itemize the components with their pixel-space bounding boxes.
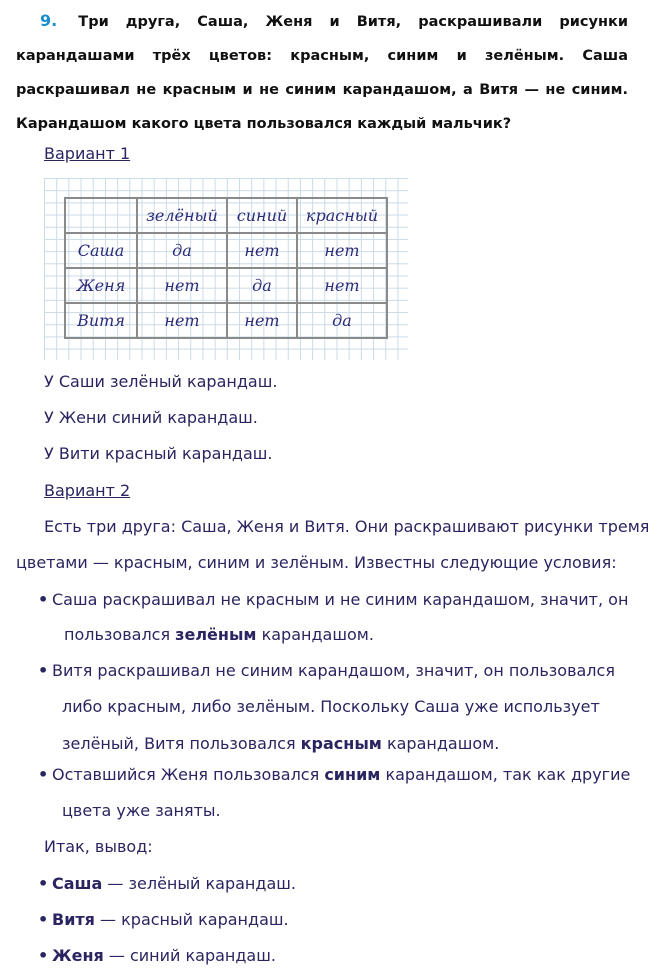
list-item: • Саша раскрашивал не красным и не синим карандашом, значит, он [52, 590, 628, 609]
intro-line: Есть три друга: Саша, Женя и Витя. Они раскрашивают рисунки тремя [44, 517, 650, 536]
table-row-label: Саша [65, 233, 137, 268]
list-item-continuation: пользовался зелёным карандашом. [64, 625, 374, 644]
table-row [65, 233, 387, 268]
table-row [65, 303, 387, 338]
table-cell: нет [297, 268, 387, 303]
table-cell: да [227, 268, 297, 303]
table-row [65, 268, 387, 303]
conclusion-label: Итак, вывод: [44, 837, 153, 856]
variant-1-title: Вариант 1 [44, 144, 131, 163]
table-row [65, 198, 387, 233]
table-cell: нет [227, 303, 297, 338]
table-cell: да [137, 233, 227, 268]
table-cell [65, 198, 137, 233]
emphasis: зелёным [175, 625, 257, 644]
intro-line: цветами — красным, синим и зелёным. Известны следующие условия: [16, 553, 617, 572]
table-row-label: Женя [65, 268, 137, 303]
emphasis: красным [300, 734, 382, 753]
problem-text: Три друга, Саша, Женя и Витя, раскрашивали рисунки карандашами трёх цветов: красным, синим и зелёным. Саша раскрашивал не красным и не синим карандашом, а Витя — не синим. Карандашом какого цвета пользовался каждый мальчик? [16, 14, 628, 132]
answer-line: У Жени синий карандаш. [44, 408, 258, 427]
list-item-continuation: зелёный, Витя пользовался красным карандашом. [62, 734, 500, 753]
table-cell: нет [227, 233, 297, 268]
table-cell: да [297, 303, 387, 338]
answer-line: У Саши зелёный карандаш. [44, 372, 278, 391]
table-cell: нет [297, 233, 387, 268]
list-item: • Оставшийся Женя пользовался синим карандашом, так как другие [52, 765, 630, 784]
table-header-cell: зелёный [137, 198, 227, 233]
list-item-continuation: либо красным, либо зелёным. Поскольку Саша уже использует [62, 697, 600, 716]
table-header-cell: синий [227, 198, 297, 233]
emphasis: Женя [52, 946, 104, 965]
table-header-cell: красный [297, 198, 387, 233]
answer-table [64, 197, 388, 339]
emphasis: Саша [52, 874, 103, 893]
list-item: • Саша — зелёный карандаш. [52, 874, 296, 893]
problem-statement [16, 4, 628, 141]
problem-number: 9. [40, 11, 58, 30]
table-row-label: Витя [65, 303, 137, 338]
list-item: • Женя — синий карандаш. [52, 946, 276, 965]
emphasis: Витя [52, 910, 95, 929]
answer-line: У Вити красный карандаш. [44, 444, 273, 463]
table-cell: нет [137, 303, 227, 338]
list-item: • Витя раскрашивал не синим карандашом, значит, он пользовался [52, 661, 615, 680]
variant-2-title: Вариант 2 [44, 481, 131, 500]
list-item-continuation: цвета уже заняты. [62, 801, 221, 820]
emphasis: синим [324, 765, 381, 784]
list-item: • Витя — красный карандаш. [52, 910, 289, 929]
table-cell: нет [137, 268, 227, 303]
